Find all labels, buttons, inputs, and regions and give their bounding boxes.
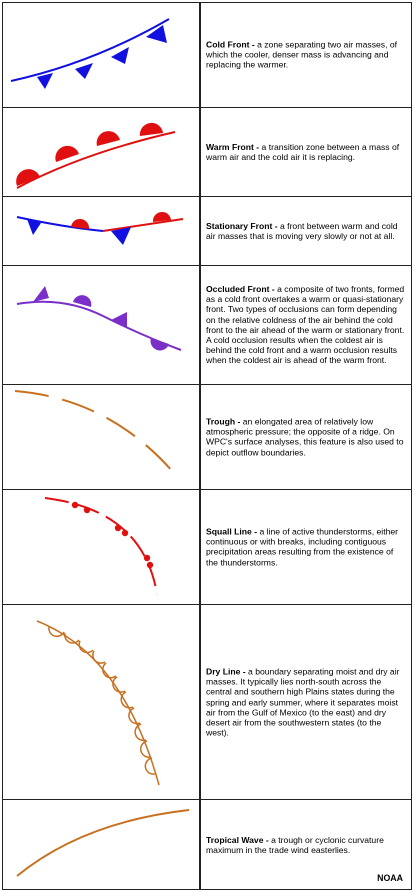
semicircle-marker [140, 123, 163, 136]
warm-front-text-cell [200, 107, 412, 197]
dot-marker [72, 502, 78, 508]
row-name: Dry Line - [206, 666, 246, 677]
scallop-marker [93, 651, 105, 663]
stationary-front-symbol-cell [2, 196, 200, 266]
warm-front-symbol [3, 108, 199, 196]
front-line [11, 19, 169, 81]
tropical-wave-symbol [3, 800, 199, 889]
dashed-squall-line [45, 498, 157, 594]
triangle-marker [75, 63, 93, 79]
row-description: a composite of two fronts, formed as a cold front overtakes a warm or quasi-stationary front. Two types of occlusions can form depending on the relative coldness of the air behind the cold front to the air ahead of the warm or stationary front. A cold occlusion results when the coldest air is behind the cold front and a warm occlusion results when the coldest air is ahead of the warm front. [206, 284, 405, 366]
dot-marker [84, 507, 90, 513]
tropical-wave-line [17, 810, 189, 876]
row-name: Stationary Front - [206, 220, 278, 231]
dot-marker [115, 525, 121, 531]
dry-line-symbol [3, 605, 199, 799]
trough-symbol [3, 385, 199, 489]
cold-front-text-cell [200, 2, 412, 108]
triangle-marker [33, 286, 49, 302]
tropical-wave-text-cell [200, 799, 412, 890]
row-name: Squall Line - [206, 526, 258, 537]
trough-text-cell [200, 384, 412, 490]
cold-front-symbol [3, 3, 199, 107]
occluded-front-text-cell [200, 265, 412, 385]
occluded-front-symbol-cell [2, 265, 200, 385]
triangle-marker [111, 47, 129, 64]
row-description: a trough or cyclonic curvature maximum in the trade wind easterlies. [206, 834, 384, 855]
semicircle-marker [151, 338, 169, 350]
scallop-marker [129, 708, 140, 724]
triangle-marker [111, 312, 127, 328]
triangle-marker [146, 25, 167, 43]
noaa-credit: NOAA [377, 873, 403, 883]
row-description: a zone separating two air masses, of which the cooler, denser mass is advancing and replacing the warmer. [206, 39, 398, 71]
semicircle-marker [16, 169, 40, 186]
dot-marker [147, 562, 153, 568]
dry-line-symbol-cell [2, 604, 200, 800]
trough-symbol-cell [2, 384, 200, 490]
squall-line-text-cell [200, 489, 412, 605]
row-name: Tropical Wave - [206, 834, 269, 845]
row-description: a boundary separating moist and dry air masses. It typically lies north-south across the central and southern high Plains states during the spring and early summer, where it separates moist air from the Gulf of Mexico (to the east) and dry desert air from the southwestern states (to the west). [206, 666, 400, 738]
row-name: Trough - [206, 416, 241, 427]
scallop-marker [103, 663, 116, 678]
row-description: an elongated area of relatively low atmospheric pressure; the opposite of a ridge. On WPC's surface analyses, this feature is also used to depict outflow boundaries. [206, 416, 404, 458]
scallop-marker [49, 627, 64, 636]
warm-front-symbol-cell [2, 107, 200, 197]
dot-marker [144, 555, 150, 561]
squall-line-symbol [3, 490, 199, 604]
semicircle-marker [55, 146, 79, 162]
dry-line [37, 621, 159, 785]
semicircle-marker [97, 131, 120, 146]
row-name: Warm Front - [206, 141, 260, 152]
tropical-wave-symbol-cell [2, 799, 200, 890]
front-line [17, 132, 175, 188]
row-description: a front between warm and cold air masses that is moving very slowly or not at all. [206, 220, 398, 241]
row-name: Occluded Front - [206, 284, 275, 295]
dot-marker [122, 530, 128, 536]
cold-front-symbol-cell [2, 2, 200, 108]
squall-line-symbol-cell [2, 489, 200, 605]
front-line-warm-segment [103, 219, 183, 231]
row-description: a transition zone between a mass of warm air and the cold air it is replacing. [206, 141, 400, 162]
dashed-trough-line [15, 391, 179, 479]
scallop-marker [65, 633, 79, 643]
occluded-front-symbol [3, 266, 199, 384]
stationary-front-text-cell [200, 196, 412, 266]
triangle-marker [37, 73, 53, 89]
row-name: Cold Front - [206, 39, 255, 50]
dry-line-text-cell [200, 604, 412, 800]
row-description: a line of active thunderstorms, either continuous or with breaks, including contiguous precipitation areas resulting from the existence of the thunderstorms. [206, 526, 399, 568]
stationary-front-symbol [3, 197, 199, 265]
